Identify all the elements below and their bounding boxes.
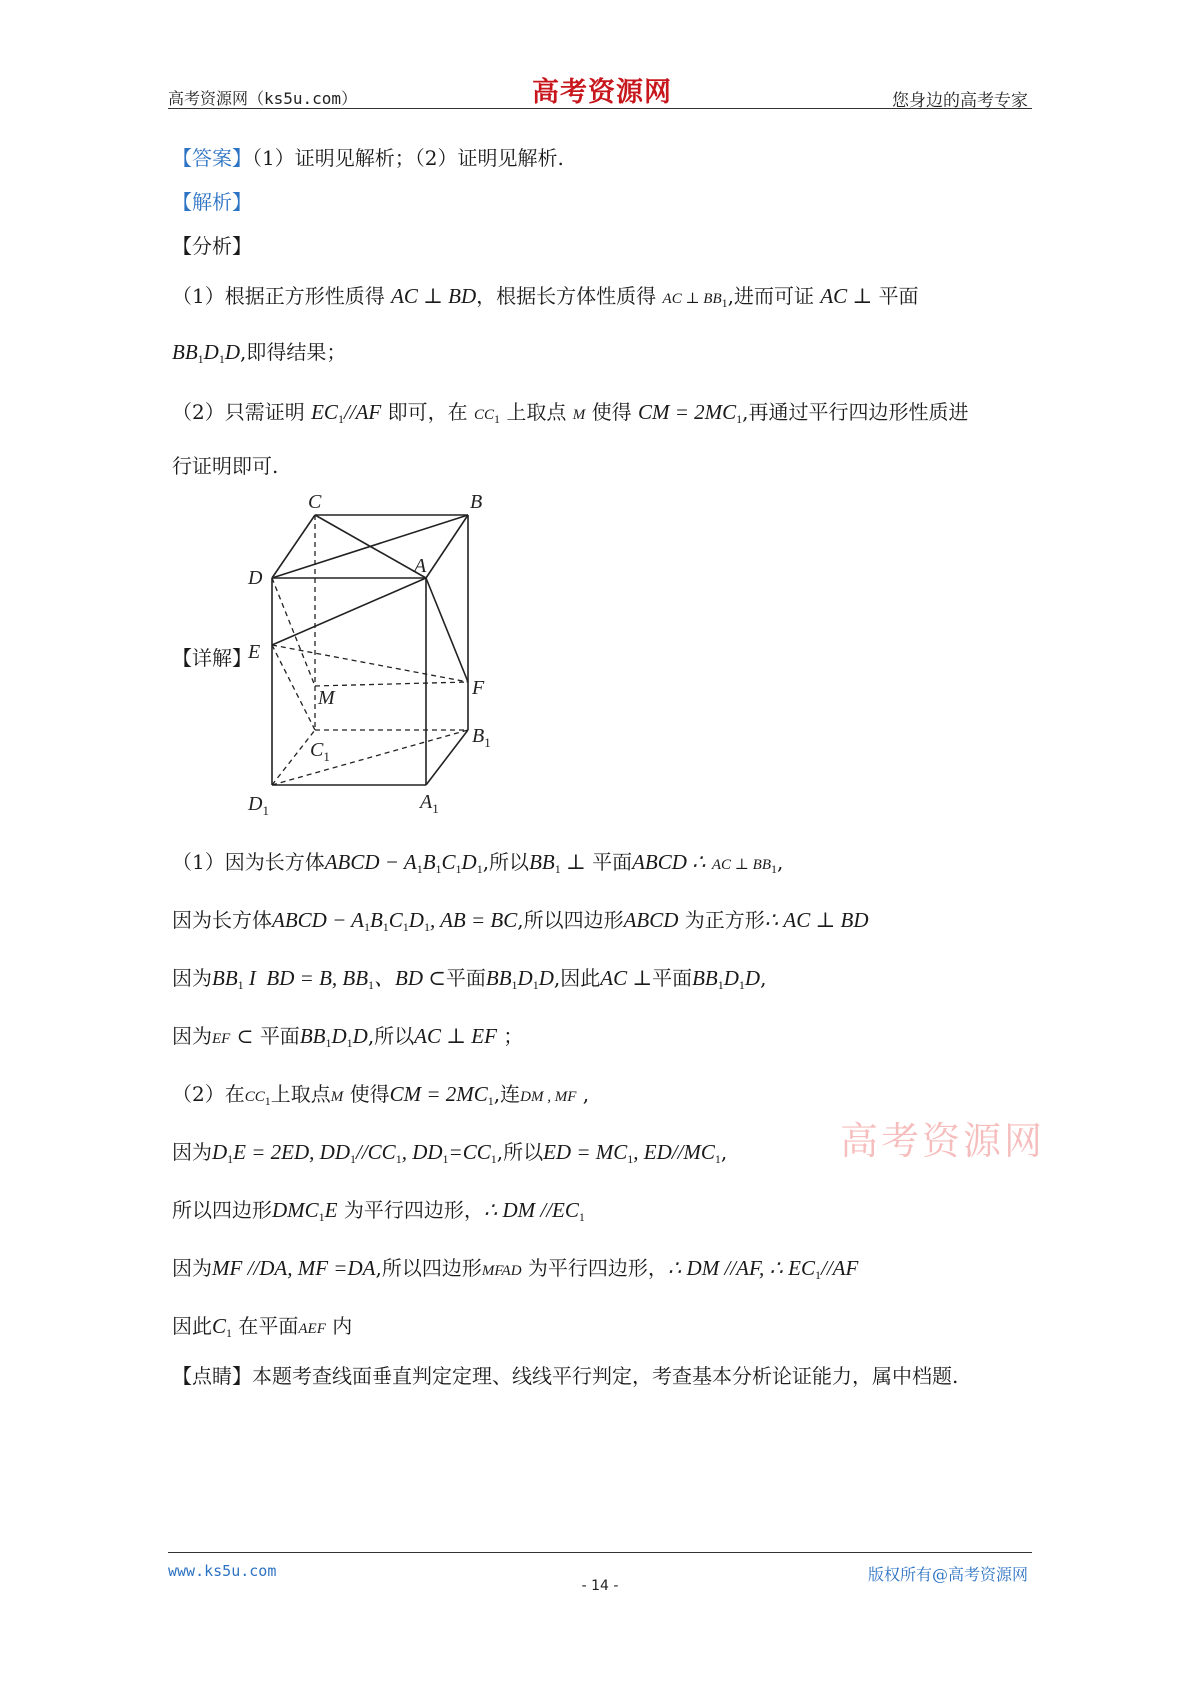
analysis-p2-line2: 行证明即可. <box>172 454 279 478</box>
math: AC ⊥ $BB_1$ <box>711 857 777 876</box>
math: AC ⊥ <box>820 284 873 308</box>
math: $D_1E = 2ED$, $DD_1//CC_1$, $DD_1=CC_1$ <box>212 1140 497 1166</box>
detail-line-1: （1）因为长方体ABCD − $A_1B_1C_1D_1$,所以$BB_1$ ⊥ 平面ABCD ∴ AC ⊥ $BB_1$, <box>172 850 784 876</box>
text: ,所以 <box>482 850 530 874</box>
text: ,再通过平行四边形性质进 <box>742 400 969 424</box>
label-B1: $B_1$ <box>472 725 491 750</box>
text: 因为 <box>172 1024 212 1048</box>
page-number: - 14 - <box>581 1578 619 1594</box>
text: 内 <box>332 1314 353 1338</box>
detail-line-7 <box>172 1200 585 1223</box>
text: 平面 <box>592 850 633 874</box>
detail-tag: 【详解】 <box>172 646 252 670</box>
comment-line <box>172 1366 958 1386</box>
label-D: D <box>248 567 263 589</box>
math: CM = $2MC_1$ <box>637 400 743 426</box>
header-site-name: 高考资源网（ks5u.com） <box>168 89 358 108</box>
math: AC ⊥ BD <box>391 284 477 308</box>
math: M <box>330 1089 344 1105</box>
label-D1: $D_1$ <box>248 793 269 818</box>
math: $BB_1D_1D$ <box>172 340 240 366</box>
detail-line-4: 因为EF ⊂ 平面$BB_1D_1D$,所以AC ⊥ EF ； <box>172 1024 524 1050</box>
text: ，根据长方体性质得 <box>476 284 657 308</box>
math: CM = $2MC_1$ <box>389 1082 494 1108</box>
text: ,进而可证 <box>727 284 814 308</box>
math: $EC_1//AF$ <box>311 400 382 426</box>
text: 因此 <box>172 1314 212 1338</box>
label-C: C <box>308 491 322 513</box>
text: （1）因为长方体 <box>172 850 325 874</box>
text: ,所以 <box>367 1024 415 1048</box>
math: ED = $MC_1$, $ED//MC_1$ <box>543 1140 721 1166</box>
analysis-p1-line1 <box>172 286 919 309</box>
fenxi-tag: 【分析】 <box>172 234 252 258</box>
cuboid-figure <box>240 490 520 830</box>
math: $BB_1$ ⊥ <box>529 850 586 876</box>
math: ∴ DM //AF, ∴ $EC_1//AF$ <box>667 1256 859 1282</box>
detail-line-8 <box>172 1258 858 1281</box>
math: $DMC_1E$ <box>272 1198 338 1224</box>
label-C1: $C_1$ <box>310 739 330 764</box>
answer-tag: 【答案】 <box>172 146 252 170</box>
math: EF <box>212 1031 231 1047</box>
label-A: A <box>414 555 427 577</box>
answer-line <box>172 148 564 168</box>
text: 因为 <box>172 1256 212 1280</box>
detail-line-5: （2）在$CC_1$上取点M 使得CM = $2MC_1$,连DM , MF , <box>172 1082 590 1108</box>
math: ABCD − $A_1B_1C_1D_1$, AB = BC <box>272 908 518 934</box>
label-M: M <box>318 687 335 709</box>
math: DM , MF <box>520 1089 577 1105</box>
detail-line-2 <box>172 910 868 933</box>
analysis-p1-line2 <box>172 342 346 365</box>
text: 为正方形 <box>684 908 765 932</box>
text: 上取点 <box>270 1082 331 1106</box>
label-F: F <box>472 677 485 699</box>
text: ,即得结果； <box>240 340 347 364</box>
text: 使得 <box>591 400 632 424</box>
math: ABCD − $A_1B_1C_1D_1$ <box>324 850 483 876</box>
label-B: B <box>470 491 483 513</box>
math: $BB_1D_1D$ <box>485 966 554 992</box>
text: ,因此 <box>553 966 601 990</box>
text: ,连 <box>493 1082 521 1106</box>
footer-copyright: 版权所有@高考资源网 <box>867 1565 1028 1584</box>
math: $BB_1D_1D$ <box>692 966 761 992</box>
jiexi-tag: 【解析】 <box>172 190 252 214</box>
text: 因为长方体 <box>172 908 272 932</box>
math: AEF <box>298 1321 326 1337</box>
text: 因为 <box>172 1140 212 1164</box>
label-E: E <box>248 641 261 663</box>
analysis-p2-line1 <box>172 402 968 425</box>
text: 平面 <box>259 1024 300 1048</box>
math: AC ⊥ EF <box>414 1024 497 1048</box>
detail-line-6: 因为$D_1E = 2ED$, $DD_1//CC_1$, $DD_1=CC_1$,所以ED = $MC_1$, $ED//MC_1$, <box>172 1140 728 1166</box>
footer-website-link[interactable]: www.ks5u.com <box>168 1562 277 1580</box>
text: （1）根据正方形性质得 <box>172 284 385 308</box>
math: $BB_1$ I BD = B, $BB_1$、BD ⊂ <box>212 966 446 992</box>
text: 为平行四边形， <box>527 1256 668 1280</box>
text: ,所以四边形 <box>517 908 624 932</box>
comment-tag: 【点睛】 <box>172 1364 252 1388</box>
text: 因为 <box>172 966 212 990</box>
math: ABCD ∴ <box>632 850 706 874</box>
text: 平面 <box>445 966 486 990</box>
text: （2）在 <box>172 1082 245 1106</box>
text: 平面 <box>878 284 919 308</box>
math: $BB_1D_1D$ <box>299 1024 368 1050</box>
math: MFAD <box>481 1263 522 1279</box>
math: ∴ DM $//EC_1$ <box>483 1198 585 1224</box>
math: ABCD <box>623 908 679 932</box>
math: MF //DA, MF =DA <box>212 1256 376 1280</box>
detail-line-9 <box>172 1316 352 1339</box>
text: 平面 <box>652 966 693 990</box>
math: AC ⊥ <box>600 966 653 990</box>
math: AC ⊥ $BB_1$ <box>662 291 728 310</box>
text: 即可，在 <box>387 400 468 424</box>
label-A1: $A_1$ <box>420 791 439 816</box>
math: ∴ AC ⊥ BD <box>764 908 869 932</box>
math: $CC_1$ <box>473 407 500 426</box>
text: 使得 <box>349 1082 390 1106</box>
header-slogan: 您身边的高考专家 <box>892 91 1028 111</box>
text: 为平行四边形， <box>343 1198 484 1222</box>
comment-text: 本题考查线面垂直判定定理、线线平行判定，考查基本分析论证能力，属中档题. <box>252 1364 959 1388</box>
text: ,所以四边形 <box>375 1256 482 1280</box>
math: $C_1$ <box>212 1314 233 1340</box>
answer-text: （1）证明见解析；（2）证明见解析. <box>252 146 564 170</box>
text: 在平面 <box>238 1314 299 1338</box>
text: ,所以 <box>496 1140 544 1164</box>
header-rule <box>168 108 1032 109</box>
text: （2）只需证明 <box>172 400 305 424</box>
text: 所以四边形 <box>172 1198 272 1222</box>
math: $CC_1$ <box>244 1089 271 1108</box>
detail-line-3: 因为$BB_1$ I BD = B, $BB_1$、BD ⊂平面$BB_1D_1D$,因此AC ⊥平面$BB_1D_1D$, <box>172 966 767 992</box>
math: M <box>572 407 586 423</box>
watermark-stamp: 高考资源网 <box>840 1119 1046 1163</box>
header-logo: 高考资源网 <box>532 77 672 108</box>
text: 上取点 <box>506 400 567 424</box>
footer-rule <box>168 1552 1032 1553</box>
